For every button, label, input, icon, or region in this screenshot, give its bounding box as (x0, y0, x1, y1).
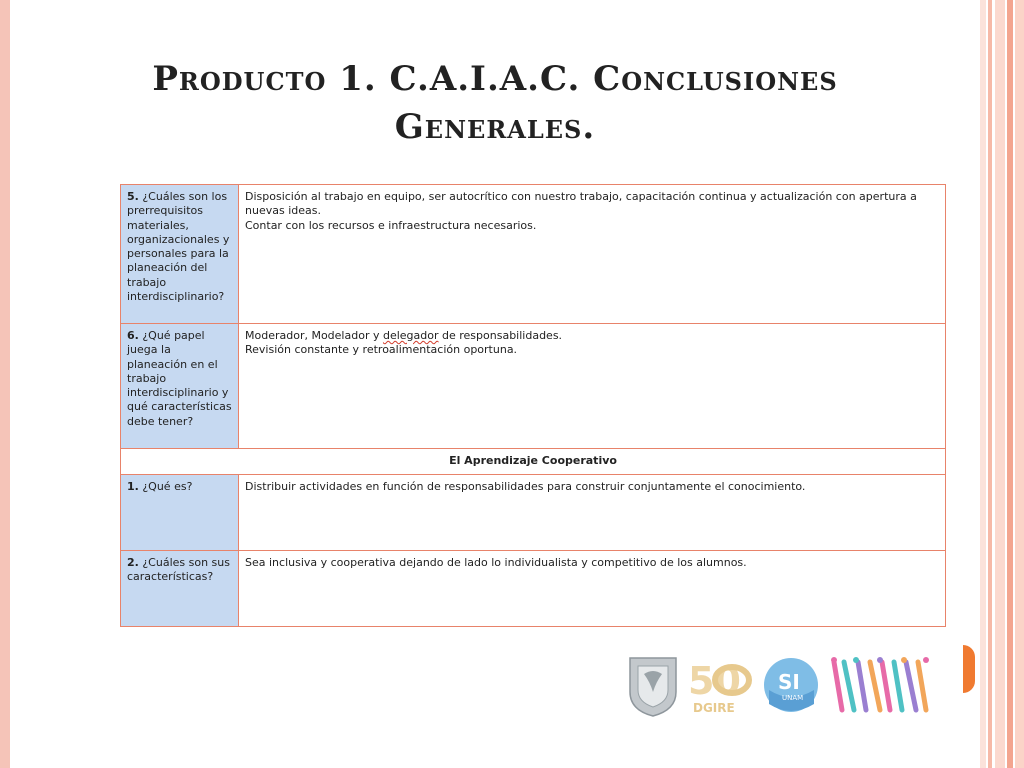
answer-cell (239, 324, 946, 449)
spellcheck-underlined-word: delegador (382, 329, 439, 342)
question-text: ¿Cuáles son sus características? (127, 556, 230, 584)
question-text: ¿Cuáles son los prerrequisitos materiales, organizacionales y personales para la planeación del trabajo interdisciplinario? (127, 190, 230, 304)
unam-crest-logo (630, 658, 676, 716)
50-dgire-logo (688, 659, 749, 715)
logo-unam-text: UNAM (782, 694, 804, 702)
answer-line: Revisión constante y retroalimentación oportuna. (245, 343, 518, 357)
logo-50-text: 50 (688, 659, 741, 703)
logo-si-text: SI (778, 670, 800, 694)
table-row (121, 551, 946, 627)
question-cell (121, 551, 239, 627)
answer-line (245, 329, 939, 343)
logos-strip (626, 652, 936, 718)
si-unam-logo (764, 658, 818, 712)
slide-title-line1: Producto 1. C.A.I.A.C. Conclusiones (152, 59, 838, 99)
answer-cell (239, 185, 946, 324)
answer-text: de responsabilidades. (438, 329, 563, 342)
colorful-w-logo (831, 657, 929, 710)
answer-cell: Distribuir actividades en función de responsabilidades para construir conjuntamente el conocimiento. (239, 475, 946, 551)
table-row (121, 324, 946, 449)
answer-text: Moderador, Modelador y (245, 329, 383, 342)
question-number: 5. (127, 190, 139, 203)
logo-dgire-text: DGIRE (693, 701, 735, 715)
right-stripes-decoration (980, 0, 1024, 768)
table-row (121, 185, 946, 324)
section-header: El Aprendizaje Cooperativo (121, 449, 946, 475)
answer-cell: Sea inclusiva y cooperativa dejando de lado lo individualista y competitivo de los alumnos. (239, 551, 946, 627)
slide-title-line2: Generales. (394, 107, 596, 147)
question-number: 1. (127, 480, 139, 493)
answer-line: Disposición al trabajo en equipo, ser autocrítico con nuestro trabajo, capacitación continua y actualización con apertura a nuevas ideas. (245, 190, 917, 218)
question-text: ¿Qué es? (142, 480, 193, 493)
caiac-table (120, 184, 946, 627)
question-cell (121, 475, 239, 551)
left-border-decoration (0, 0, 10, 768)
answer-line: Contar con los recursos e infraestructura necesarios. (245, 218, 537, 232)
question-cell (121, 324, 239, 449)
orange-tab-decoration (963, 645, 975, 693)
question-cell (121, 185, 239, 324)
table-row (121, 475, 946, 551)
question-number: 6. (127, 329, 139, 342)
section-header-row (121, 449, 946, 475)
question-number: 2. (127, 556, 139, 569)
slide-title (80, 55, 910, 151)
question-text: ¿Qué papel juega la planeación en el trabajo interdisciplinario y qué características debe tener? (127, 329, 232, 428)
